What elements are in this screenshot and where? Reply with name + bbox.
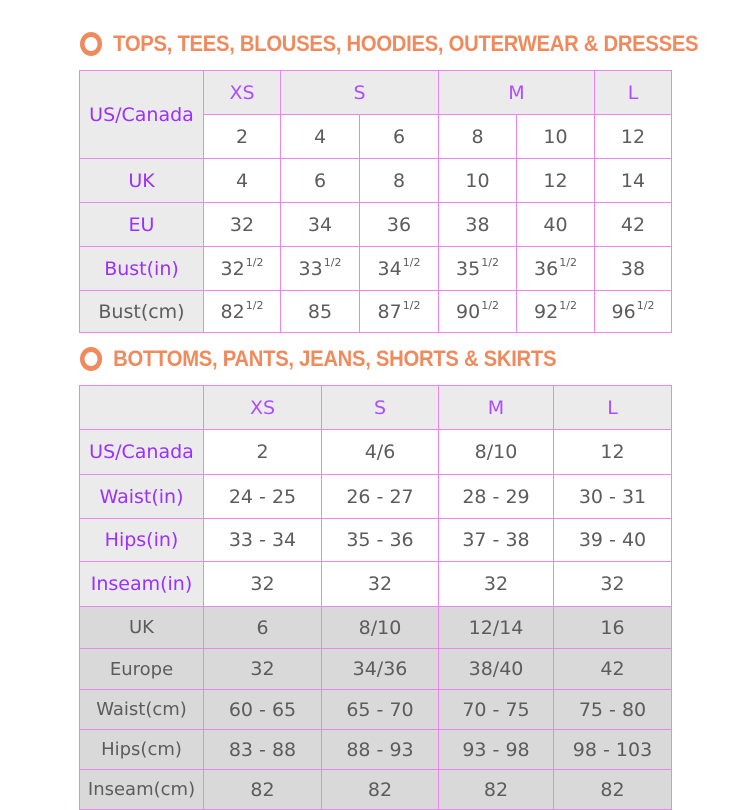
uk-label: UK — [80, 607, 204, 649]
size-number: 32 — [229, 213, 255, 236]
size-number: 6 — [313, 169, 327, 192]
bottoms-size-table — [79, 385, 672, 810]
tops-section-title — [80, 31, 698, 57]
size-number: 32 — [220, 257, 245, 280]
us-size-cell: 2 — [204, 115, 281, 159]
table-row — [80, 770, 672, 810]
size-value-cell — [439, 203, 517, 247]
size-value-cell: 82 — [322, 770, 439, 810]
size-fraction: 1/2 — [323, 255, 342, 269]
table-row — [80, 291, 672, 333]
size-value-cell — [360, 291, 439, 333]
table-row — [80, 649, 672, 690]
size-value-cell: 16 — [554, 607, 672, 649]
us-canada-label: US/Canada — [80, 71, 204, 159]
size-number: 8 — [392, 169, 406, 192]
size-value-cell: 82 — [554, 770, 672, 810]
size-value-cell: 33 - 34 — [204, 519, 322, 562]
size-value-cell — [595, 291, 672, 333]
bottoms-title-text: BOTTOMS, PANTS, JEANS, SHORTS & SKIRTS — [113, 346, 557, 371]
circle-bullet-icon — [80, 32, 102, 56]
us-size-cell: 8 — [439, 115, 517, 159]
corner-header-cell — [80, 386, 204, 430]
size-fraction: 1/2 — [481, 255, 499, 269]
size-value-cell — [595, 203, 672, 247]
size-value-cell: 37 - 38 — [439, 519, 554, 562]
size-fraction: 1/2 — [402, 255, 421, 269]
size-value-cell: 39 - 40 — [554, 519, 672, 562]
size-value-cell — [204, 247, 281, 291]
size-fraction: 1/2 — [245, 255, 264, 269]
size-value-cell — [517, 247, 595, 291]
size-value-cell: 12 — [554, 430, 672, 475]
size-number: 42 — [620, 213, 646, 236]
size-number: 36 — [386, 213, 412, 236]
table-row — [80, 247, 672, 291]
size-xs-header: XS — [204, 71, 281, 115]
waist-cm-label: Waist(cm) — [80, 690, 204, 730]
size-number: 33 — [298, 257, 323, 280]
table-row — [80, 519, 672, 562]
table-row — [80, 607, 672, 649]
size-number: 36 — [534, 257, 559, 280]
size-l-header: L — [595, 71, 672, 115]
size-value-cell — [595, 159, 672, 203]
size-number: 92 — [534, 300, 559, 323]
waist-in-label: Waist(in) — [80, 475, 204, 519]
bottoms-rows — [80, 430, 672, 810]
table-row — [80, 562, 672, 607]
size-number: 4 — [235, 169, 249, 192]
us-size-cell: 10 — [517, 115, 595, 159]
size-fraction: 1/2 — [559, 255, 577, 269]
table-row — [80, 430, 672, 475]
size-value-cell: 65 - 70 — [322, 690, 439, 730]
size-value-cell: 82 — [204, 770, 322, 810]
size-value-cell — [360, 247, 439, 291]
size-value-cell — [360, 159, 439, 203]
size-value-cell: 42 — [554, 649, 672, 690]
size-s-header: S — [322, 386, 439, 430]
size-value-cell: 32 — [554, 562, 672, 607]
bottoms-section-title — [80, 346, 556, 372]
size-value-cell — [439, 291, 517, 333]
size-value-cell — [281, 291, 360, 333]
size-value-cell — [517, 159, 595, 203]
size-value-cell: 83 - 88 — [204, 730, 322, 770]
size-value-cell: 35 - 36 — [322, 519, 439, 562]
size-value-cell — [281, 247, 360, 291]
size-value-cell: 6 — [204, 607, 322, 649]
size-m-header: M — [439, 386, 554, 430]
table-row — [80, 159, 672, 203]
size-value-cell — [281, 203, 360, 247]
size-value-cell: 82 — [439, 770, 554, 810]
size-value-cell: 38/40 — [439, 649, 554, 690]
size-value-cell: 88 - 93 — [322, 730, 439, 770]
size-number: 10 — [465, 169, 490, 192]
size-value-cell — [204, 203, 281, 247]
size-fraction: 1/2 — [402, 298, 421, 312]
size-fraction: 1/2 — [245, 298, 264, 312]
table-row — [80, 730, 672, 770]
size-value-cell: 32 — [204, 562, 322, 607]
size-value-cell: 32 — [322, 562, 439, 607]
size-value-cell: 12/14 — [439, 607, 554, 649]
tops-title-text: TOPS, TEES, BLOUSES, HOODIES, OUTERWEAR & DRESSES — [113, 31, 699, 56]
inseam-in-label: Inseam(in) — [80, 562, 204, 607]
size-value-cell — [517, 291, 595, 333]
size-number: 12 — [543, 169, 568, 192]
table-row — [80, 690, 672, 730]
size-xs-header: XS — [204, 386, 322, 430]
table-row — [80, 203, 672, 247]
size-value-cell — [517, 203, 595, 247]
size-value-cell — [595, 247, 672, 291]
size-value-cell: 75 - 80 — [554, 690, 672, 730]
size-number: 14 — [620, 169, 646, 192]
size-number: 85 — [307, 300, 333, 323]
size-number: 38 — [465, 213, 490, 236]
size-value-cell: 30 - 31 — [554, 475, 672, 519]
hips-cm-label: Hips(cm) — [80, 730, 204, 770]
us-size-cell: 6 — [360, 115, 439, 159]
hips-in-label: Hips(in) — [80, 519, 204, 562]
size-value-cell: 28 - 29 — [439, 475, 554, 519]
europe-label: Europe — [80, 649, 204, 690]
size-value-cell: 32 — [204, 649, 322, 690]
size-number: 90 — [456, 300, 481, 323]
size-value-cell — [439, 247, 517, 291]
size-value-cell — [204, 291, 281, 333]
size-value-cell: 70 - 75 — [439, 690, 554, 730]
size-s-header: S — [281, 71, 439, 115]
size-value-cell — [281, 159, 360, 203]
size-number: 34 — [377, 257, 402, 280]
uk-label: UK — [80, 159, 204, 203]
size-value-cell: 4/6 — [322, 430, 439, 475]
us-size-cell: 12 — [595, 115, 672, 159]
bust-in-label: Bust(in) — [80, 247, 204, 291]
tops-size-table — [79, 70, 672, 333]
size-value-cell: 34/36 — [322, 649, 439, 690]
size-number: 87 — [377, 300, 402, 323]
us-canada-label: US/Canada — [80, 430, 204, 475]
size-number: 96 — [611, 300, 636, 323]
size-value-cell: 2 — [204, 430, 322, 475]
us-size-cell: 4 — [281, 115, 360, 159]
size-fraction: 1/2 — [481, 298, 499, 312]
size-value-cell: 8/10 — [322, 607, 439, 649]
size-value-cell — [439, 159, 517, 203]
size-number: 38 — [620, 257, 646, 280]
inseam-cm-label: Inseam(cm) — [80, 770, 204, 810]
circle-bullet-icon — [80, 347, 102, 371]
size-value-cell: 26 - 27 — [322, 475, 439, 519]
size-fraction: 1/2 — [636, 298, 655, 312]
size-m-header: M — [439, 71, 595, 115]
size-l-header: L — [554, 386, 672, 430]
size-value-cell: 32 — [439, 562, 554, 607]
table-row — [80, 475, 672, 519]
size-number: 40 — [543, 213, 568, 236]
size-value-cell: 60 - 65 — [204, 690, 322, 730]
size-number: 82 — [220, 300, 245, 323]
size-number: 34 — [307, 213, 333, 236]
size-value-cell — [204, 159, 281, 203]
size-value-cell: 98 - 103 — [554, 730, 672, 770]
size-value-cell: 24 - 25 — [204, 475, 322, 519]
size-number: 35 — [456, 257, 481, 280]
size-value-cell: 93 - 98 — [439, 730, 554, 770]
tops-rows — [80, 159, 672, 333]
eu-label: EU — [80, 203, 204, 247]
size-fraction: 1/2 — [559, 298, 577, 312]
bust-cm-label: Bust(cm) — [80, 291, 204, 333]
size-value-cell — [360, 203, 439, 247]
size-value-cell: 8/10 — [439, 430, 554, 475]
